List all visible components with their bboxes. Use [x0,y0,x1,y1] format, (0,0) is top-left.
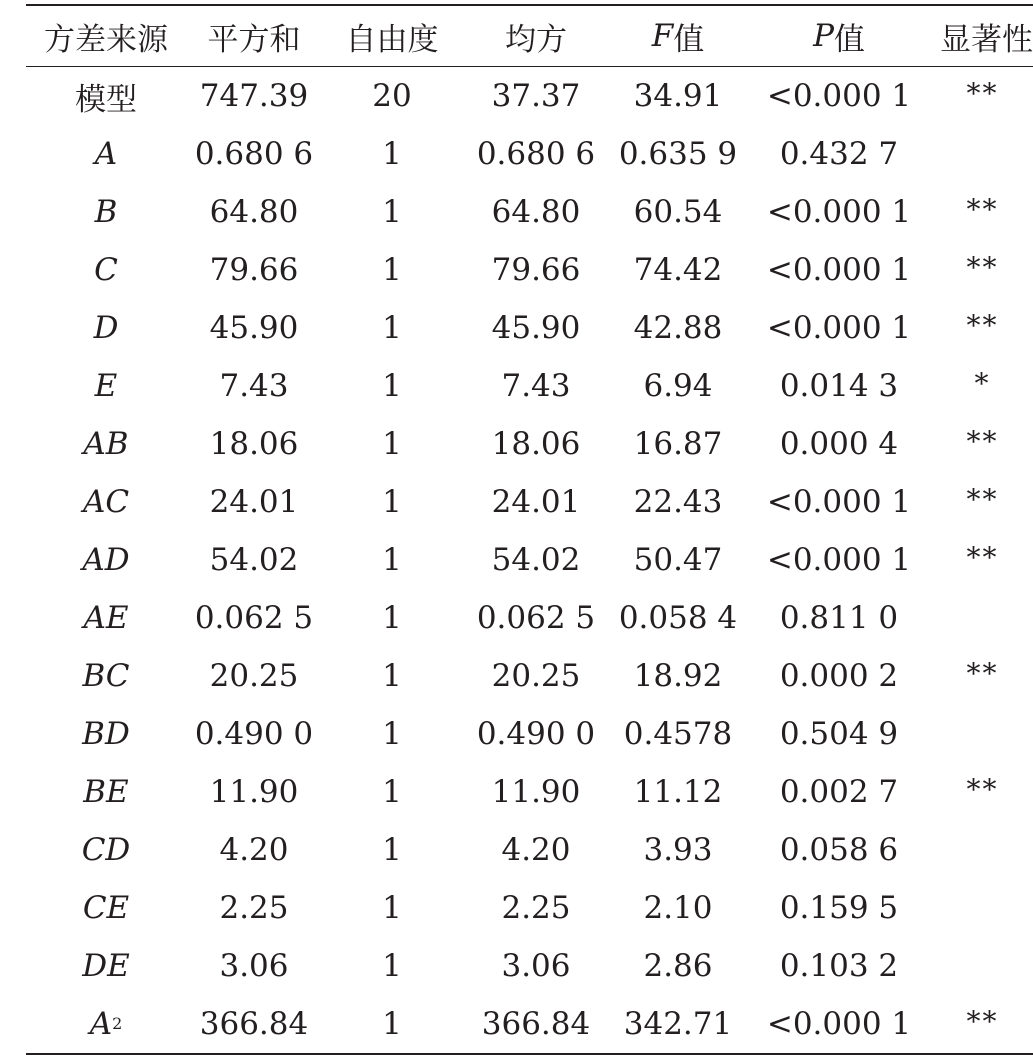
cell-sum-squares: 0.062 5 [194,600,314,636]
cell-df: 1 [382,136,402,172]
cell-source [26,183,186,241]
cell-df: 1 [382,948,402,984]
source-label: BD [82,716,130,752]
cell-df: 1 [382,542,402,578]
cell-f-value: 0.4578 [623,716,733,752]
cell-significance: ** [966,1005,999,1038]
table-row [26,357,1033,415]
source-label: A [89,1006,113,1042]
cell-p-value: <0.000 1 [766,484,912,520]
cell-significance: ** [966,483,999,516]
cell-source [26,705,186,763]
cell-mean-square: 366.84 [481,1006,591,1042]
source-label: B [94,194,118,230]
cell-mean-square: 11.90 [491,774,581,810]
cell-mean-square: 20.25 [491,658,581,694]
cell-df: 1 [382,658,402,694]
source-label: BE [83,774,129,810]
cell-mean-square: 3.06 [501,948,571,984]
cell-source [26,125,186,183]
cell-significance [932,821,1033,879]
cell-source [26,589,186,647]
table-row [26,995,1033,1053]
cell-source [26,299,186,357]
cell-significance: ** [966,309,999,342]
cell-df: 1 [382,600,402,636]
table-body [26,67,1033,1053]
cell-p-value: 0.002 7 [779,774,899,810]
cell-p-value: 0.103 2 [779,948,899,984]
cell-sum-squares: 11.90 [209,774,299,810]
cell-source [26,357,186,415]
cell-f-value: 18.92 [633,658,723,694]
cell-mean-square: 54.02 [491,542,581,578]
cell-f-value: 34.91 [633,78,723,114]
cell-df: 1 [382,774,402,810]
cell-sum-squares: 3.06 [219,948,289,984]
cell-p-value: 0.504 9 [779,716,899,752]
header-mean-square: 均方 [505,21,567,58]
source-label: DE [82,948,130,984]
cell-df: 1 [382,890,402,926]
table-header-row [26,6,1033,66]
header-f-letter: F [651,18,674,54]
cell-p-value: <0.000 1 [766,542,912,578]
cell-f-value: 60.54 [633,194,723,230]
cell-sum-squares: 64.80 [209,194,299,230]
cell-f-value: 11.12 [633,774,723,810]
cell-sum-squares: 4.20 [219,832,289,868]
cell-mean-square: 0.680 6 [476,136,596,172]
cell-p-value: 0.432 7 [779,136,899,172]
cell-p-value: 0.000 4 [779,426,899,462]
table-row [26,125,1033,183]
table-row [26,821,1033,879]
cell-p-value: 0.000 2 [779,658,899,694]
cell-mean-square: 2.25 [501,890,571,926]
cell-mean-square: 37.37 [491,78,581,114]
cell-significance [932,125,1033,183]
cell-sum-squares: 0.490 0 [194,716,314,752]
table-row [26,183,1033,241]
table-row [26,531,1033,589]
cell-sum-squares: 366.84 [199,1006,309,1042]
source-label: C [94,252,118,288]
cell-p-value: <0.000 1 [766,1006,912,1042]
cell-source: A 2 [89,1006,123,1042]
cell-mean-square: 4.20 [501,832,571,868]
cell-df: 1 [382,194,402,230]
table-row [26,705,1033,763]
cell-significance [932,589,1033,647]
source-label: A [94,136,118,172]
source-label: 模型 [75,81,137,118]
cell-p-value: 0.058 6 [779,832,899,868]
header-f-value [610,6,746,66]
cell-significance [932,937,1033,995]
cell-source [26,67,186,125]
cell-sum-squares: 7.43 [219,368,289,404]
cell-significance [932,705,1033,763]
header-p-letter: P [813,18,834,54]
table-row [26,473,1033,531]
cell-p-value: <0.000 1 [766,310,912,346]
cell-significance: ** [966,541,999,574]
header-sum-squares: 平方和 [207,21,301,58]
cell-p-value: <0.000 1 [766,78,912,114]
cell-f-value: 0.058 4 [618,600,738,636]
header-p-suffix: 值 [833,21,865,58]
cell-significance: ** [966,251,999,284]
cell-df: 20 [372,78,412,114]
cell-source [26,879,186,937]
cell-source [26,241,186,299]
cell-df: 1 [382,368,402,404]
cell-df: 1 [382,310,402,346]
cell-p-value: <0.000 1 [766,194,912,230]
cell-f-value: 2.10 [643,890,713,926]
header-df: 自由度 [345,21,439,58]
header-p-value [746,6,932,66]
cell-significance: ** [966,77,999,110]
source-label: AC [82,484,130,520]
cell-mean-square: 45.90 [491,310,581,346]
source-label: E [94,368,118,404]
cell-f-value: 0.635 9 [618,136,738,172]
cell-significance: * [974,367,991,400]
cell-significance: ** [966,193,999,226]
cell-significance: ** [966,773,999,806]
cell-source [26,821,186,879]
cell-source [26,647,186,705]
cell-f-value: 3.93 [643,832,713,868]
cell-f-value: 16.87 [633,426,723,462]
cell-source [26,937,186,995]
cell-p-value: 0.159 5 [779,890,899,926]
header-source: 方差来源 [44,21,168,58]
cell-sum-squares: 45.90 [209,310,299,346]
source-label: D [93,310,119,346]
cell-f-value: 2.86 [643,948,713,984]
table-row [26,937,1033,995]
cell-sum-squares: 54.02 [209,542,299,578]
cell-f-value: 42.88 [633,310,723,346]
cell-significance [932,879,1033,937]
cell-source [26,531,186,589]
cell-df: 1 [382,832,402,868]
cell-sum-squares: 79.66 [209,252,299,288]
table-row [26,647,1033,705]
cell-mean-square: 24.01 [491,484,581,520]
cell-df: 1 [382,252,402,288]
cell-df: 1 [382,1006,402,1042]
source-label: AB [83,426,129,462]
cell-f-value: 342.71 [623,1006,733,1042]
cell-mean-square: 0.490 0 [476,716,596,752]
cell-df: 1 [382,484,402,520]
cell-f-value: 6.94 [643,368,713,404]
table-row [26,763,1033,821]
table-row [26,415,1033,473]
cell-df: 1 [382,426,402,462]
source-label: AE [83,600,129,636]
table-row [26,299,1033,357]
cell-f-value: 22.43 [633,484,723,520]
cell-sum-squares: 18.06 [209,426,299,462]
table-row [26,589,1033,647]
table-row [26,879,1033,937]
header-significance: 显著性 [940,21,1033,58]
cell-sum-squares: 24.01 [209,484,299,520]
cell-source [26,473,186,531]
cell-significance: ** [966,657,999,690]
cell-p-value: <0.000 1 [766,252,912,288]
anova-table [26,4,1033,1055]
source-label: CE [82,890,130,926]
cell-mean-square: 18.06 [491,426,581,462]
cell-source [26,763,186,821]
cell-mean-square: 0.062 5 [476,600,596,636]
table-row [26,67,1033,125]
cell-sum-squares: 0.680 6 [194,136,314,172]
cell-df: 1 [382,716,402,752]
cell-f-value: 50.47 [633,542,723,578]
cell-sum-squares: 747.39 [199,78,309,114]
cell-source [26,415,186,473]
table-row [26,241,1033,299]
cell-mean-square: 64.80 [491,194,581,230]
source-label: AD [82,542,130,578]
cell-p-value: 0.014 3 [779,368,899,404]
cell-mean-square: 79.66 [491,252,581,288]
cell-f-value: 74.42 [633,252,723,288]
cell-sum-squares: 2.25 [219,890,289,926]
cell-sum-squares: 20.25 [209,658,299,694]
source-label: CD [81,832,131,868]
cell-p-value: 0.811 0 [779,600,899,636]
cell-significance: ** [966,425,999,458]
header-f-suffix: 值 [673,21,705,58]
source-label: BC [82,658,130,694]
cell-mean-square: 7.43 [501,368,571,404]
